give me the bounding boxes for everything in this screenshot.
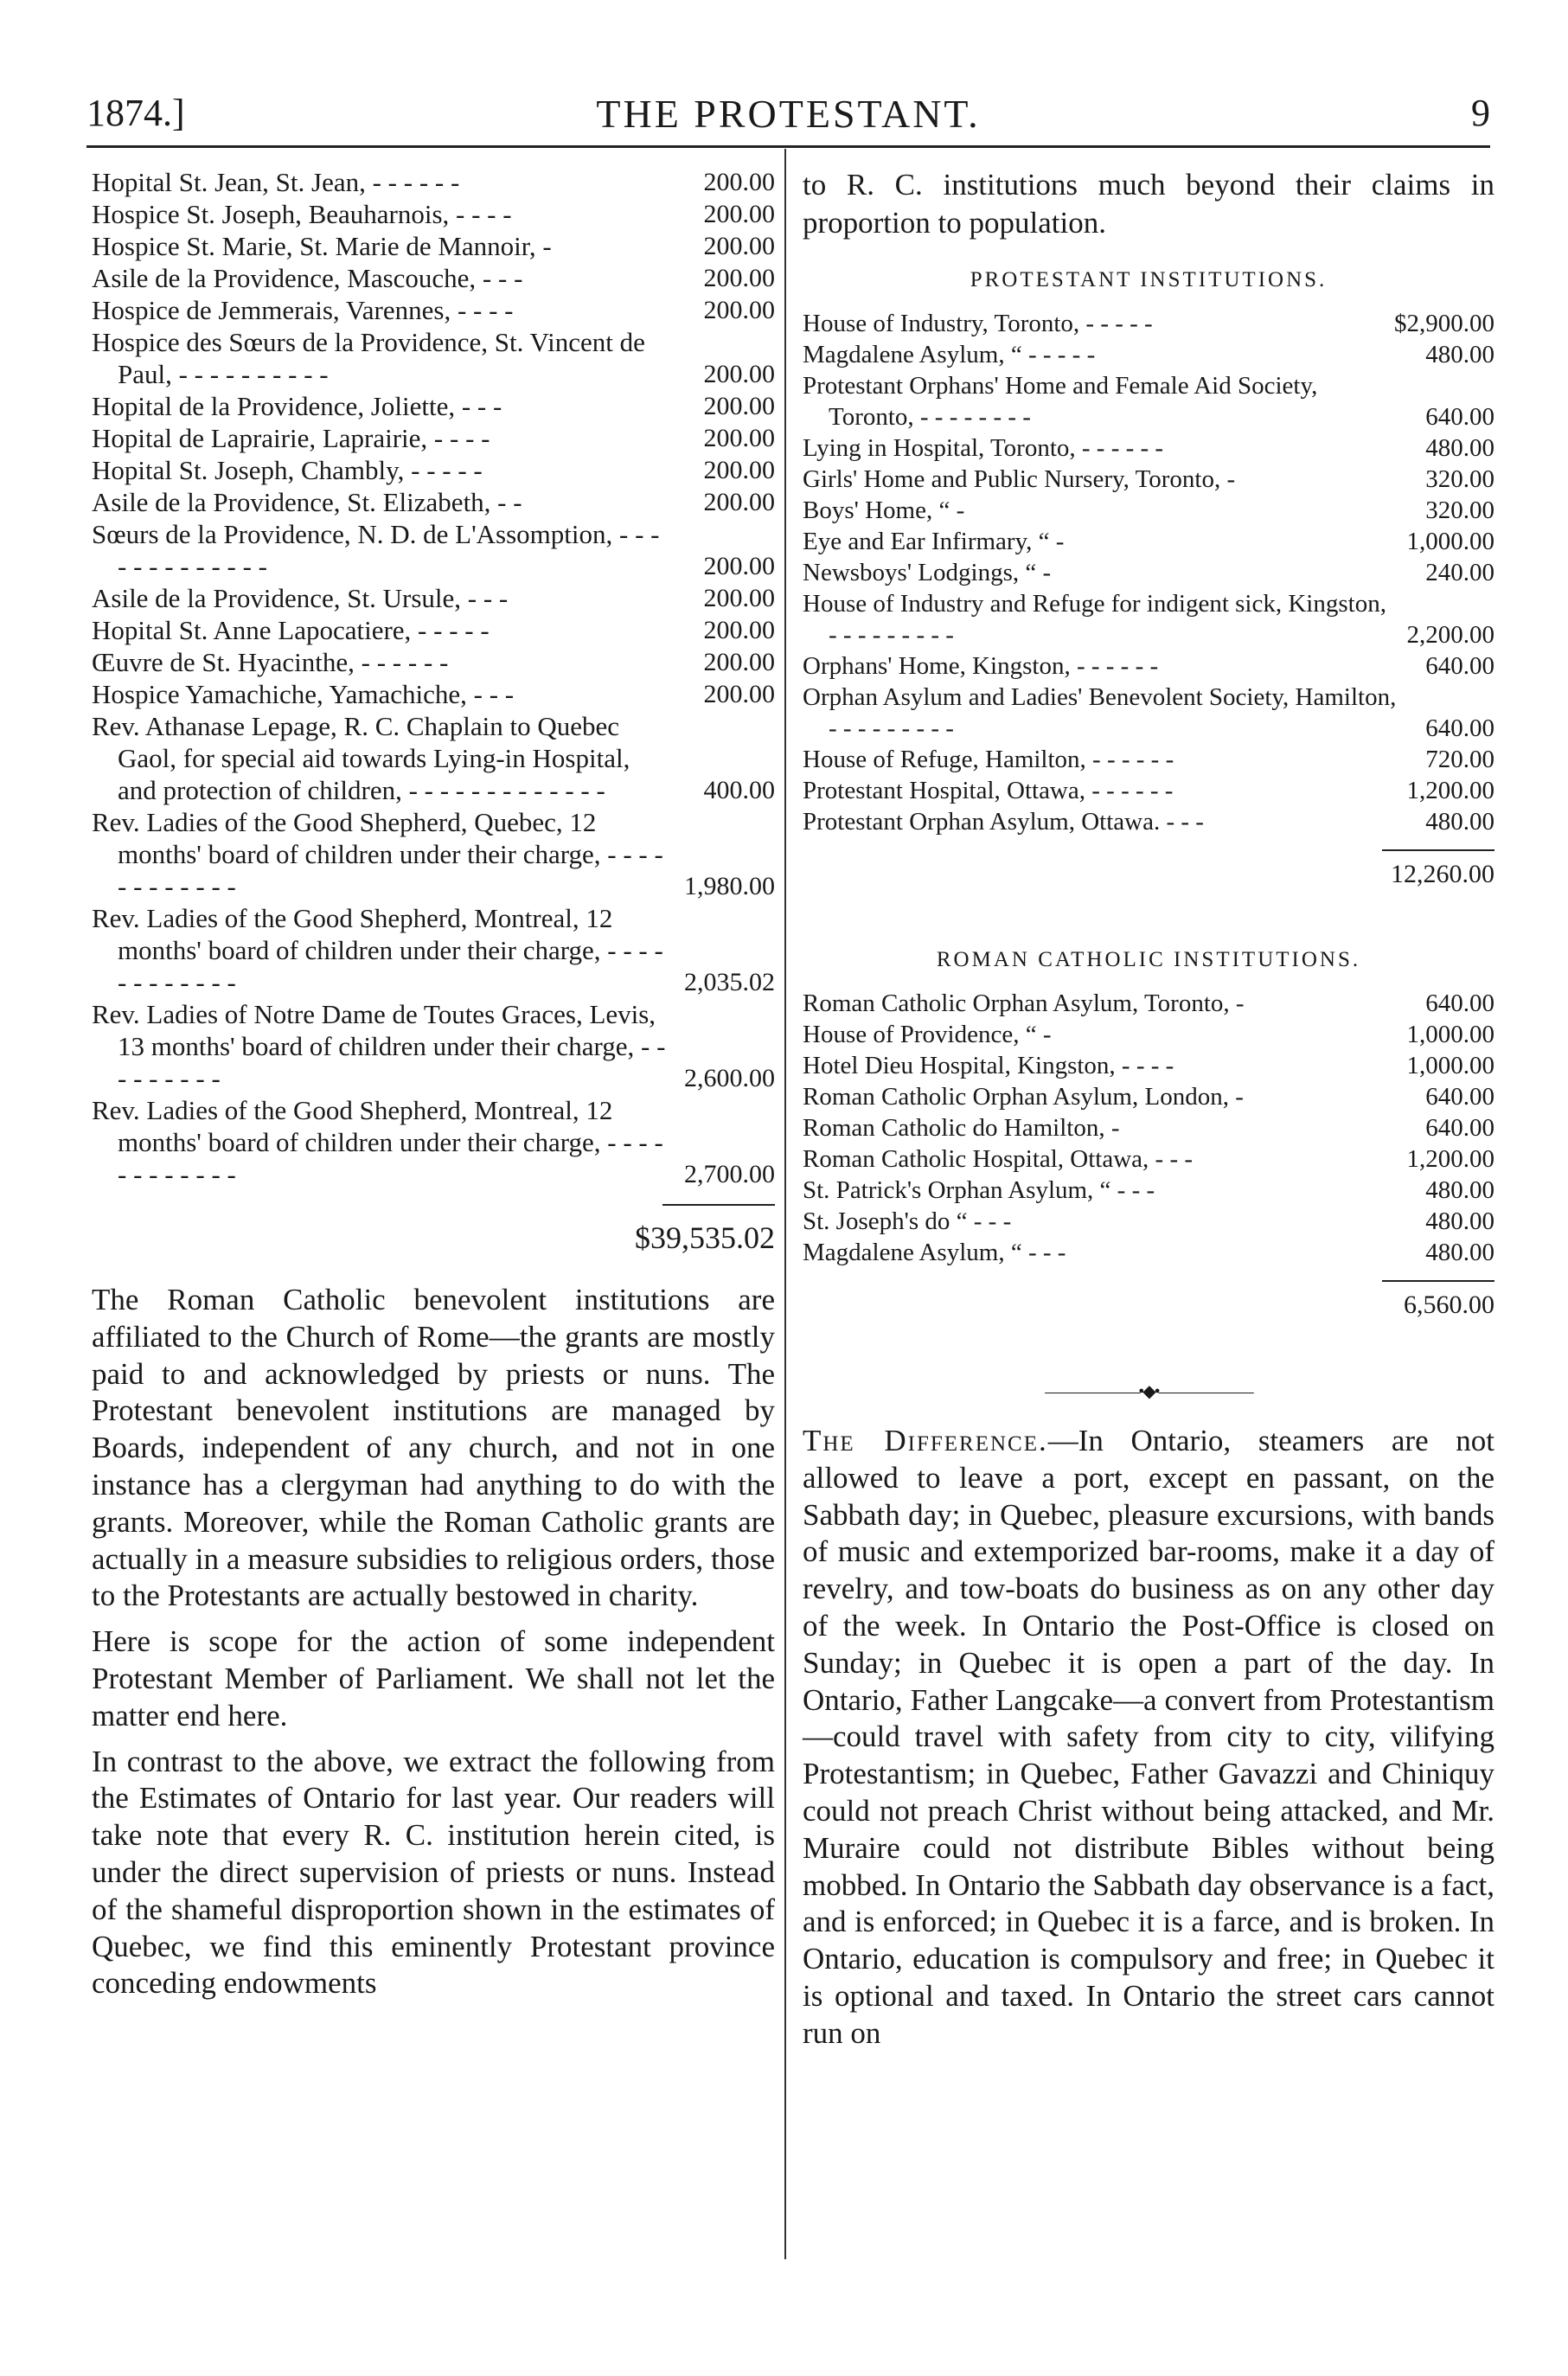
institution-row [803, 775, 1494, 806]
grant-name: Hopital St. Anne Lapocatiere, - - - - - [92, 615, 490, 645]
institution-amount: 480.00 [1425, 1207, 1494, 1235]
grant-amount: 200.00 [703, 680, 775, 708]
institution-amount: 640.00 [1425, 1083, 1494, 1111]
institution-amount: 1,000.00 [1406, 1021, 1494, 1048]
grant-amount: 200.00 [703, 360, 775, 388]
grant-name: Asile de la Providence, St. Elizabeth, - - [92, 487, 522, 517]
total-rule [662, 1204, 775, 1206]
institution-name: House of Providence, “ - [803, 1021, 1052, 1048]
institution-name: St. Patrick's Orphan Asylum, “ - - - [803, 1176, 1155, 1204]
protestant-list [803, 308, 1494, 837]
institution-name: Magdalene Asylum, “ - - - [803, 1239, 1066, 1266]
institution-row [803, 495, 1494, 526]
grant-name: Rev. Ladies of the Good Shepherd, Quebec, 12 months' board of children under their charge, - - - - - - - - - - - - [92, 807, 663, 901]
grant-amount: 200.00 [703, 200, 775, 228]
institution-amount: 480.00 [1425, 1176, 1494, 1204]
grant-row [92, 294, 775, 326]
grant-name: Hopital de la Providence, Joliette, - - - [92, 391, 502, 421]
header-rule [86, 145, 1490, 148]
article-text-left [92, 1282, 775, 2002]
grant-name: Hospice St. Joseph, Beauharnois, - - - - [92, 199, 512, 229]
difference-text: —In Ontario, steamers are not allowed to leave a port, except en passant, on the Sabbath day; in Quebec, pleasure excursions, with bands of music and extemporized bar-rooms, make it a day of revelry, and tow-boats do business as on any other day of the week. In Ontario the Post-Office is closed on Sunday; in Quebec it is open a part of the day. In Ontario, Father Langcake—a convert from Protestantism—could travel with safety from city to city, vilifying Protestantism; in Quebec, Father Gavazzi and Chiniquy could not preach Christ without being attacked, and Mr. Muraire could not distribute Bibles without being mobbed. In Ontario the Sabbath day observance is a fact, and is enforced; in Quebec it is a farce, and is broken. In Ontario, education is compulsory and free; in Quebec it is optional and taxed. In Ontario the street cars cannot run on [803, 1424, 1494, 2050]
grant-amount: 200.00 [703, 584, 775, 612]
institution-name: Hotel Dieu Hospital, Kingston, - - - - [803, 1052, 1174, 1079]
grant-row [92, 902, 775, 998]
running-header [86, 82, 1490, 143]
institution-amount: 1,000.00 [1406, 1052, 1494, 1079]
grant-amount: 200.00 [703, 296, 775, 324]
grant-row [92, 230, 775, 262]
difference-paragraph [803, 1423, 1494, 2053]
grant-name: Œuvre de St. Hyacinthe, - - - - - - [92, 647, 449, 677]
institution-amount: 320.00 [1425, 465, 1494, 493]
institution-row [803, 557, 1494, 588]
page-number: 9 [1471, 92, 1490, 134]
protestant-heading: PROTESTANT INSTITUTIONS. [970, 268, 1328, 291]
grant-name: Hospice St. Marie, St. Marie de Mannoir, - [92, 231, 552, 261]
institution-name: Orphan Asylum and Ladies' Benevolent Society, Hamilton, - - - - - - - - - [803, 683, 1397, 742]
institution-amount: $2,900.00 [1394, 310, 1494, 337]
grant-name: Rev. Ladies of Notre Dame de Toutes Graces, Levis, 13 months' board of children under their charge, - - - - - - - - - [92, 999, 666, 1093]
grants-total [92, 1204, 775, 1282]
grant-row [92, 710, 775, 806]
grant-row [92, 998, 775, 1094]
institution-row [803, 682, 1494, 744]
grant-amount: 2,600.00 [684, 1064, 775, 1092]
grant-row [92, 454, 775, 486]
article-text-right [803, 1423, 1494, 2053]
institution-row [803, 1050, 1494, 1081]
grant-name: Hospice de Jemmerais, Varennes, - - - - [92, 295, 514, 325]
protestant-total-value: 12,260.00 [1391, 860, 1494, 888]
grant-row [92, 422, 775, 454]
institution-row [803, 588, 1494, 650]
institution-amount: 480.00 [1425, 1239, 1494, 1266]
grant-amount: 200.00 [703, 456, 775, 484]
institution-row [803, 339, 1494, 370]
grant-amount: 400.00 [703, 776, 775, 804]
grant-row [92, 1094, 775, 1190]
grant-amount: 1,980.00 [684, 872, 775, 900]
institution-amount: 240.00 [1425, 559, 1494, 586]
institution-row [803, 1143, 1494, 1175]
institution-row [803, 464, 1494, 495]
protestant-total [803, 842, 1494, 922]
roman-catholic-total-value: 6,560.00 [1404, 1290, 1494, 1319]
institution-name: Eye and Ear Infirmary, “ - [803, 528, 1065, 555]
grant-name: Asile de la Providence, Mascouche, - - - [92, 263, 523, 293]
institution-row [803, 1019, 1494, 1050]
institution-row [803, 432, 1494, 464]
continued-paragraph: to R. C. institutions much beyond their claims in proportion to population. [803, 168, 1494, 240]
institution-row [803, 526, 1494, 557]
paragraph: The Roman Catholic benevolent institutions are affiliated to the Church of Rome—the grants are mostly paid to and acknowledged by priests or nuns. The Protestant benevolent institutions are managed by Boards, independent of any church, and not in one instance has a clergyman had anything to do with the grants. Moreover, while the Roman Catholic grants are actually in a measure subsidies to religious orders, those to the Protestants are actually bestowed in charity. [92, 1283, 775, 1613]
grant-row [92, 486, 775, 518]
grant-amount: 200.00 [703, 392, 775, 420]
difference-lead: The Difference. [803, 1424, 1048, 1457]
grant-amount: 200.00 [703, 552, 775, 580]
grant-amount: 200.00 [703, 648, 775, 676]
grant-amount: 2,035.02 [684, 968, 775, 996]
column-divider [784, 149, 786, 2259]
institution-amount: 2,200.00 [1406, 621, 1494, 649]
grant-name: Rev. Athanase Lepage, R. C. Chaplain to Quebec Gaol, for special aid towards Lying-in Hospital, and protection of children, - - - - - - - - - - - - - [92, 711, 630, 805]
institution-name: Boys' Home, “ - [803, 496, 965, 524]
grant-row [92, 390, 775, 422]
institution-name: Protestant Orphan Asylum, Ottawa. - - - [803, 808, 1204, 836]
institution-amount: 640.00 [1425, 989, 1494, 1017]
institution-row [803, 370, 1494, 432]
grant-amount: 200.00 [703, 616, 775, 644]
institution-amount: 720.00 [1425, 746, 1494, 773]
grant-row [92, 262, 775, 294]
institution-amount: 1,200.00 [1406, 777, 1494, 804]
grant-name: Hopital St. Jean, St. Jean, - - - - - - [92, 167, 460, 197]
institution-row [803, 1175, 1494, 1206]
header-date: 1874.] [86, 92, 185, 134]
institution-row [803, 988, 1494, 1019]
institution-row [803, 1237, 1494, 1268]
grant-name: Sœurs de la Providence, N. D. de L'Assomption, - - - - - - - - - - - - - [92, 519, 660, 581]
institution-row [803, 1206, 1494, 1237]
institution-name: Lying in Hospital, Toronto, - - - - - - [803, 434, 1164, 462]
institution-amount: 1,000.00 [1406, 528, 1494, 555]
right-column [803, 166, 1494, 2053]
institution-amount: 640.00 [1425, 652, 1494, 680]
grant-name: Rev. Ladies of the Good Shepherd, Montreal, 12 months' board of children under their charge, - - - - - - - - - - - - [92, 903, 663, 997]
paragraph: In contrast to the above, we extract the following from the Estimates of Ontario for last year. Our readers will take note that every R. C. institution herein cited, is under the direct supervision of priests or nuns. Instead of the shameful disproportion shown in the estimates of Quebec, we find this eminently Protestant province conceding endowments [92, 1744, 775, 2001]
grant-name: Hopital de Laprairie, Laprairie, - - - - [92, 423, 490, 453]
institution-amount: 480.00 [1425, 808, 1494, 836]
roman-catholic-total [803, 1273, 1494, 1353]
grant-amount: 200.00 [703, 264, 775, 292]
grant-row [92, 166, 775, 198]
institution-amount: 480.00 [1425, 341, 1494, 368]
grant-amount: 200.00 [703, 232, 775, 260]
institution-amount: 480.00 [1425, 434, 1494, 462]
grant-amount: 200.00 [703, 488, 775, 516]
quebec-grants-list [92, 166, 775, 1190]
grant-row [92, 678, 775, 710]
institution-amount: 320.00 [1425, 496, 1494, 524]
grant-row [92, 326, 775, 390]
left-column [92, 166, 775, 2002]
grant-name: Asile de la Providence, St. Ursule, - - - [92, 583, 509, 613]
grant-name: Rev. Ladies of the Good Shepherd, Montreal, 12 months' board of children under their charge, - - - - - - - - - - - - [92, 1095, 663, 1189]
grants-total-value: $39,535.02 [635, 1220, 775, 1255]
grant-name: Hospice des Sœurs de la Providence, St. Vincent de Paul, - - - - - - - - - - [92, 327, 645, 389]
institution-name: Orphans' Home, Kingston, - - - - - - [803, 652, 1159, 680]
institution-name: Roman Catholic Orphan Asylum, Toronto, - [803, 989, 1245, 1017]
institution-name: St. Joseph's do “ - - - [803, 1207, 1012, 1235]
total-rule [1382, 849, 1494, 851]
institution-name: Protestant Orphans' Home and Female Aid Society, Toronto, - - - - - - - - [803, 372, 1318, 431]
grant-amount: 200.00 [703, 168, 775, 196]
grant-row [92, 518, 775, 582]
publication-title: THE PROTESTANT. [596, 92, 981, 136]
roman-catholic-list [803, 988, 1494, 1268]
institution-row [803, 650, 1494, 682]
institution-amount: 640.00 [1425, 403, 1494, 431]
institution-name: Girls' Home and Public Nursery, Toronto, - [803, 465, 1236, 493]
institution-amount: 1,200.00 [1406, 1145, 1494, 1173]
institution-name: Magdalene Asylum, “ - - - - - [803, 341, 1096, 368]
grant-name: Hospice Yamachiche, Yamachiche, - - - [92, 679, 515, 709]
grant-row [92, 806, 775, 902]
section-ornament: ——————•◆•—————— [1045, 1382, 1252, 1401]
institution-name: Newsboys' Lodgings, “ - [803, 559, 1052, 586]
grant-row [92, 614, 775, 646]
grant-row [92, 646, 775, 678]
institution-name: House of Refuge, Hamilton, - - - - - - [803, 746, 1174, 773]
institution-name: Roman Catholic Orphan Asylum, London, - [803, 1083, 1244, 1111]
institution-row [803, 1081, 1494, 1112]
institution-row [803, 1112, 1494, 1143]
institution-amount: 640.00 [1425, 1114, 1494, 1142]
institution-row [803, 308, 1494, 339]
grant-row [92, 582, 775, 614]
institution-amount: 640.00 [1425, 714, 1494, 742]
roman-catholic-heading: ROMAN CATHOLIC INSTITUTIONS. [936, 948, 1361, 971]
grant-row [92, 198, 775, 230]
institution-name: House of Industry, Toronto, - - - - - [803, 310, 1153, 337]
institution-row [803, 744, 1494, 775]
paragraph: Here is scope for the action of some independent Protestant Member of Parliament. We shall not let the matter end here. [92, 1624, 775, 1732]
institution-name: Protestant Hospital, Ottawa, - - - - - - [803, 777, 1174, 804]
institution-name: Roman Catholic do Hamilton, - [803, 1114, 1120, 1142]
institution-name: House of Industry and Refuge for indigent sick, Kingston, - - - - - - - - - [803, 590, 1386, 649]
grant-amount: 2,700.00 [684, 1160, 775, 1188]
grant-name: Hopital St. Joseph, Chambly, - - - - - [92, 455, 483, 485]
total-rule [1382, 1280, 1494, 1282]
grant-amount: 200.00 [703, 424, 775, 452]
institution-row [803, 806, 1494, 837]
institution-name: Roman Catholic Hospital, Ottawa, - - - [803, 1145, 1194, 1173]
